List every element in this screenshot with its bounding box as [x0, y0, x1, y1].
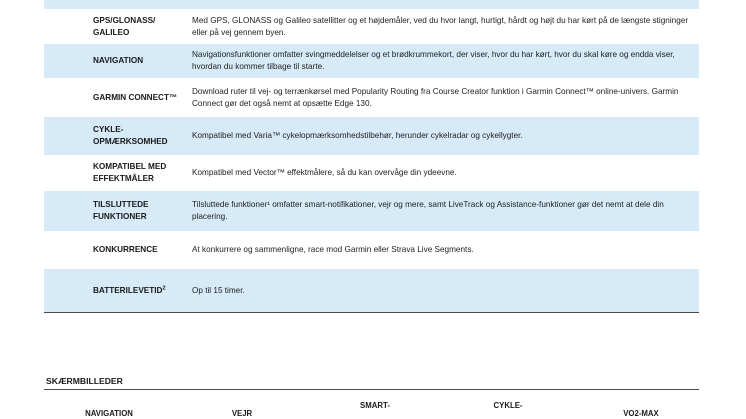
screenshot-label: VO2-MAX	[623, 409, 659, 418]
row-label: TILSLUTTEDE FUNKTIONER	[93, 200, 149, 221]
table-row	[44, 155, 699, 191]
row-description: Kompatibel med Varia™ cykelopmærksomhedstilbehør, herunder cykelradar og cykellygter.	[192, 131, 523, 140]
table-row	[44, 191, 699, 231]
row-label: GARMIN CONNECT™	[93, 92, 178, 102]
table-row	[44, 269, 699, 312]
footnote-marker: 2	[162, 284, 166, 291]
row-description: Med GPS, GLONASS og Galileo satellitter og et højdemåler, ved du hvor langt, hurtigt, hårdt og højt du har kørt på de længste stigninger eller på vej gennem byen.	[192, 15, 689, 37]
row-description: Op til 15 timer.	[192, 285, 245, 295]
row-description: At konkurrere og sammenligne, race mod Garmin eller Strava Live Segments.	[192, 245, 474, 254]
table-row	[44, 9, 699, 44]
row-label: KONKURRENCE	[93, 245, 158, 254]
screenshot-label: CYKLE-	[493, 401, 523, 410]
table-row	[44, 231, 699, 269]
screenshot-label: NAVIGATION	[85, 409, 133, 418]
row-label: CYKLE-OPMÆRKSOMHED	[93, 125, 168, 146]
screenshot-labels	[44, 400, 699, 419]
row-label: KOMPATIBEL MED EFFEKTMÅLER	[93, 162, 167, 183]
screenshot-label: SMART-	[360, 401, 390, 410]
section-title: SKÆRMBILLEDER	[46, 376, 123, 386]
row-label: NAVIGATION	[93, 56, 144, 65]
row-description: Tilsluttede funktioner¹ omfatter smart-notifikationer, vejr og mere, samt LiveTrack og Assistance-funktioner gør det nemt at dele din placering.	[192, 200, 664, 221]
row-description: Navigationsfunktioner omfatter svingmeddelelser og et brødkrummekort, der viser, hvor du har kørt, hvor du skal køre og endda viser, hvordan du kommer tilbage til starte.	[192, 50, 675, 71]
row-description: Kompatibel med Vector™ effektmålere, så du kan overvåge din ydeevne.	[192, 168, 457, 177]
spec-table	[44, 0, 699, 313]
table-row	[44, 117, 699, 155]
section-divider	[44, 389, 699, 390]
row-description: Download ruter til vej- og terrænkørsel med Popularity Routing fra Course Creator funktion i Garmin Connect™ online-univers. Garmin Connect gør det også nemt at opsætte Edge 130.	[192, 86, 679, 108]
table-row	[44, 78, 699, 117]
battery-label-text: BATTERILEVETID	[93, 285, 163, 295]
row-label	[44, 285, 192, 297]
screenshot-label: VEJR	[231, 409, 253, 418]
row-label: GPS/GLONASS/ GALILEO	[93, 15, 156, 37]
table-row	[44, 44, 699, 78]
table-top-strip	[44, 0, 699, 9]
